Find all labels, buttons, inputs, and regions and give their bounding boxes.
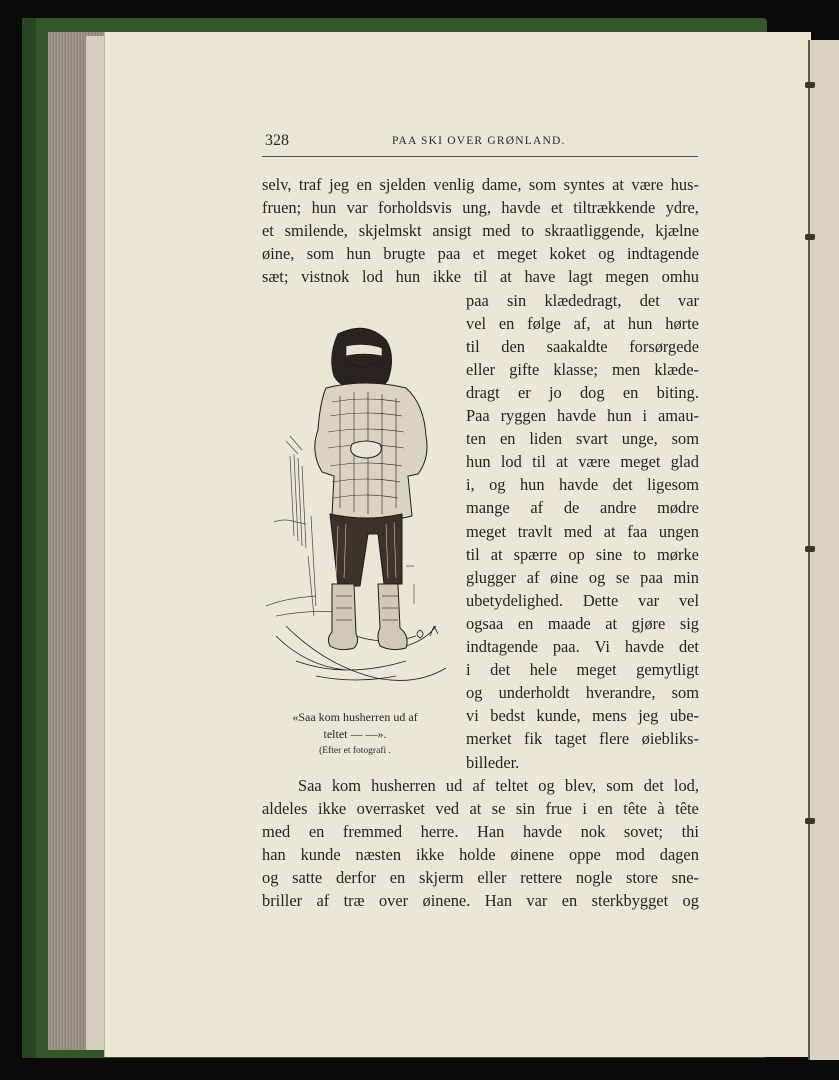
text-line <box>262 242 699 265</box>
word: ung, <box>462 198 491 218</box>
caption-source: (Efter et fotografi . <box>319 746 391 756</box>
cover-spine-edge <box>22 18 36 1058</box>
word: klasse; <box>553 359 598 379</box>
text-line <box>466 681 699 704</box>
word: kunde <box>300 844 341 864</box>
word: det <box>678 637 699 656</box>
word: træ <box>343 891 365 911</box>
word: dame, <box>481 175 522 194</box>
word: venlig <box>433 175 475 194</box>
word: sovet; <box>623 821 664 841</box>
word: paa. <box>552 637 580 656</box>
word: lod <box>500 452 522 472</box>
word: hverandre, <box>585 683 656 703</box>
word: blev, <box>564 775 597 795</box>
word: og <box>466 683 483 703</box>
word: smilende, <box>284 221 348 241</box>
word: oppe <box>568 844 601 864</box>
word: med <box>563 521 593 541</box>
word: meget <box>620 452 661 472</box>
word: underholdt <box>498 683 570 703</box>
word: indtagende <box>626 244 699 264</box>
running-title: PAA SKI OVER GRØNLAND. <box>392 135 566 147</box>
word: sæt; <box>262 267 289 287</box>
word: kunde, <box>536 706 581 726</box>
word: to <box>521 221 535 241</box>
word: brugte <box>383 244 426 264</box>
word: hus- <box>670 175 699 194</box>
word: og <box>588 567 606 587</box>
running-header <box>262 132 698 157</box>
word: se <box>491 798 506 818</box>
word: sterkbygget <box>591 891 669 911</box>
word: unge, <box>621 429 658 449</box>
word: var <box>346 198 368 218</box>
word: lod <box>361 267 383 287</box>
word: travlt <box>517 521 553 541</box>
word: fik <box>524 729 543 749</box>
word: liden <box>529 429 563 449</box>
text-line <box>466 312 699 335</box>
text-line <box>466 635 699 658</box>
word: bedst <box>490 706 525 726</box>
text-line <box>262 843 699 866</box>
text-line <box>466 566 699 589</box>
text-line <box>466 496 699 519</box>
word: han <box>262 844 286 864</box>
word: nogle <box>575 868 613 887</box>
word: teltet <box>495 775 529 795</box>
word: de <box>563 498 580 518</box>
word: skjelmskt <box>358 221 422 241</box>
word: selv, <box>262 175 292 194</box>
word: maade <box>547 613 591 633</box>
word: følge <box>527 313 561 333</box>
word: dragt <box>466 382 500 402</box>
word: en <box>356 175 373 194</box>
word: ten <box>466 429 487 449</box>
word: mødre <box>657 498 699 518</box>
word: glad <box>670 452 699 472</box>
word: hele <box>529 660 557 680</box>
text-line <box>466 543 699 566</box>
word: paa <box>437 244 461 264</box>
word: gjøre <box>631 613 666 633</box>
word: ansigt <box>432 221 472 241</box>
word: i <box>582 798 587 818</box>
word: en <box>499 429 516 449</box>
word: den <box>501 336 525 356</box>
word: hun <box>311 198 337 218</box>
word: er <box>517 382 531 402</box>
word: en <box>308 821 325 841</box>
word: havde <box>501 198 541 218</box>
word: det <box>643 775 664 795</box>
word: til <box>532 452 546 472</box>
word: at <box>490 544 503 564</box>
word: sin <box>515 798 536 818</box>
word: ligesom <box>647 475 699 495</box>
word: klædedragt, <box>544 290 622 310</box>
caption-line: «Saa kom husherren ud af <box>292 710 418 724</box>
word: en <box>517 613 534 633</box>
word: sine <box>595 544 623 564</box>
word: andre <box>599 498 637 518</box>
text-line <box>466 751 699 774</box>
word: ogsaa <box>466 613 504 633</box>
word: dagen <box>659 844 699 864</box>
word: traf <box>298 175 322 194</box>
word: at <box>605 613 618 633</box>
word: fremmed <box>342 821 403 841</box>
word: at <box>612 175 624 194</box>
word: et <box>472 244 485 264</box>
word: Vi <box>594 637 610 656</box>
word: var <box>526 891 548 911</box>
word: amau- <box>658 406 699 425</box>
word: det <box>490 660 511 680</box>
word: hun <box>346 244 371 264</box>
word: thi <box>681 821 699 841</box>
word: at <box>500 267 512 287</box>
word: forsørgede <box>629 336 699 356</box>
word: en <box>622 382 639 402</box>
word: husherren <box>371 775 436 795</box>
word: sig <box>679 613 699 633</box>
text-line <box>262 196 699 219</box>
text-line <box>262 265 699 288</box>
word: havde <box>522 821 563 841</box>
word: meget <box>576 660 617 680</box>
word: med <box>482 221 511 241</box>
word: af <box>316 891 330 911</box>
word: over <box>378 891 409 911</box>
text-line <box>466 658 699 681</box>
word: Han <box>484 891 513 911</box>
word: vel <box>466 313 487 333</box>
word: paa <box>466 290 489 310</box>
word: være <box>631 175 664 194</box>
word: gifte <box>509 359 540 379</box>
word: at <box>469 798 482 818</box>
word: hun <box>607 406 632 425</box>
word: og <box>682 891 699 911</box>
word: vistnok <box>301 267 350 287</box>
word: nok <box>580 821 606 841</box>
word: frue <box>545 798 572 818</box>
text-line <box>466 289 699 312</box>
word: det <box>639 290 660 310</box>
word: havde <box>559 475 599 495</box>
word: og <box>262 868 279 887</box>
word: saakaldte <box>546 336 608 356</box>
word: hun <box>466 452 491 472</box>
word: jo <box>548 382 562 402</box>
word: sin <box>507 290 527 310</box>
text-line <box>298 774 699 797</box>
text-line <box>466 358 699 381</box>
word: spærre <box>513 544 558 564</box>
word: at <box>556 452 568 472</box>
word: af <box>526 567 540 587</box>
word: skjerm <box>418 868 464 887</box>
word: af <box>472 775 486 795</box>
word: havde <box>624 637 665 656</box>
text-line <box>466 404 699 427</box>
text-line <box>262 889 699 912</box>
word: mod <box>615 844 645 864</box>
word: var <box>678 290 699 310</box>
page-clip <box>805 234 815 240</box>
word: ikke <box>432 267 462 287</box>
word: som <box>528 175 557 194</box>
word: og <box>489 475 506 495</box>
word: som <box>306 244 335 264</box>
word: kjælne <box>655 221 699 241</box>
word: i <box>642 406 648 425</box>
text-line <box>262 820 699 843</box>
word: med <box>262 821 291 841</box>
word: skraatliggende, <box>544 221 645 241</box>
word: overrasket <box>356 798 425 818</box>
word: flere <box>599 729 630 749</box>
word: ube- <box>669 706 699 726</box>
word: næsten <box>355 844 402 864</box>
word: svart <box>576 429 608 449</box>
word: øine <box>550 567 579 587</box>
word: ubetydelighed. <box>466 590 563 610</box>
word: havde <box>557 406 597 425</box>
word: dog <box>579 382 605 402</box>
word: en <box>498 313 515 333</box>
word: gemytligt <box>636 660 699 680</box>
word: briller <box>262 891 303 911</box>
page-clip <box>805 546 815 552</box>
word: øinene <box>510 844 555 864</box>
text-line <box>466 727 699 750</box>
text-line <box>466 381 699 404</box>
text-line <box>466 704 699 727</box>
word: at <box>603 521 616 541</box>
word: koket <box>549 244 586 264</box>
word: eller <box>477 868 507 887</box>
word: ved <box>435 798 460 818</box>
word: hun <box>627 313 653 333</box>
word: sne- <box>671 868 699 887</box>
word: og <box>598 244 615 264</box>
word: taget <box>554 729 587 749</box>
word: det <box>612 475 633 495</box>
word: men <box>612 359 641 379</box>
text-line <box>466 427 699 450</box>
word: tiltrækkende <box>573 198 656 218</box>
word: glugger <box>466 567 517 587</box>
word: vel <box>678 590 699 610</box>
page-clip <box>805 818 815 824</box>
word: til <box>466 544 480 564</box>
word: jeg <box>638 706 659 726</box>
word: meget <box>466 521 507 541</box>
word: rettere <box>520 868 563 887</box>
text-line <box>466 520 699 543</box>
word: at <box>603 313 616 333</box>
illustration-greenlander <box>256 316 456 696</box>
word: i, <box>466 475 475 495</box>
word: var <box>638 590 660 610</box>
word: store <box>626 868 658 887</box>
word: forholdsvis <box>378 198 452 218</box>
word: min <box>673 567 699 587</box>
word: aldeles <box>262 798 308 818</box>
word: tête <box>623 798 647 818</box>
page-clip <box>805 82 815 88</box>
word: en <box>561 891 578 911</box>
word: à <box>657 798 665 818</box>
text-line <box>466 612 699 635</box>
word: som <box>671 683 699 703</box>
word: en <box>389 868 406 887</box>
word: hun <box>519 475 545 495</box>
word: paa <box>640 567 663 587</box>
word: faa <box>627 521 648 541</box>
word: sjelden <box>379 175 426 194</box>
word: vi <box>466 706 479 726</box>
word: holde <box>459 844 496 864</box>
word: meget <box>496 244 538 264</box>
text-line <box>262 797 699 820</box>
word: have <box>524 267 556 287</box>
word: hørte <box>665 313 699 333</box>
word: billeder. <box>466 752 520 772</box>
word: Paa <box>466 406 490 425</box>
word: et <box>262 221 274 241</box>
word: megen <box>605 267 649 287</box>
word: hun <box>395 267 421 287</box>
text-line <box>262 219 699 242</box>
caption-line: teltet — —». <box>323 727 387 741</box>
word: Dette <box>582 590 619 610</box>
word: i <box>466 660 471 680</box>
word: klæde- <box>654 359 699 379</box>
word: til <box>466 336 480 356</box>
page-number: 328 <box>265 132 289 149</box>
word: ikke <box>415 844 445 864</box>
word: syntes <box>563 175 605 194</box>
word: eller <box>466 359 496 379</box>
word: af <box>530 498 544 518</box>
word: et <box>550 198 563 218</box>
word: lod, <box>673 775 699 795</box>
word: ikke <box>317 798 347 818</box>
text-line <box>262 173 699 196</box>
word: være <box>578 452 611 472</box>
word: se <box>615 567 630 587</box>
word: som <box>671 429 699 449</box>
word: øinene. <box>422 891 471 911</box>
word: til <box>473 267 488 287</box>
word: ydre, <box>665 198 699 218</box>
word: derfor <box>335 868 376 887</box>
text-line <box>466 589 699 612</box>
word: fruen; <box>262 198 302 218</box>
word: en <box>597 798 613 818</box>
word: merket <box>466 729 512 749</box>
word: af, <box>573 313 591 333</box>
word: mørke <box>657 544 699 564</box>
word: ungen <box>658 521 699 541</box>
word: omhu <box>661 267 699 287</box>
text-line <box>262 866 699 889</box>
word: biting. <box>656 382 699 402</box>
word: kom <box>331 775 361 795</box>
word: ryggen <box>500 406 547 425</box>
word: og <box>538 775 555 795</box>
word: som <box>606 775 634 795</box>
text-line <box>466 450 699 473</box>
word: op <box>568 544 585 564</box>
word: mange <box>466 498 510 518</box>
word: lagt <box>568 267 593 287</box>
word: Saa <box>298 775 322 795</box>
word: jeg <box>329 175 350 194</box>
word: øiebliks- <box>641 729 699 749</box>
word: ud <box>445 775 463 795</box>
word: øine, <box>262 244 295 264</box>
word: indtagende <box>466 637 538 656</box>
text-line <box>466 473 699 496</box>
word: mens <box>592 706 627 726</box>
word: to <box>633 544 646 564</box>
word: Han <box>477 821 505 841</box>
word: tête <box>675 798 699 818</box>
word: satte <box>292 868 323 887</box>
word: herre. <box>420 821 459 841</box>
text-line <box>466 335 699 358</box>
